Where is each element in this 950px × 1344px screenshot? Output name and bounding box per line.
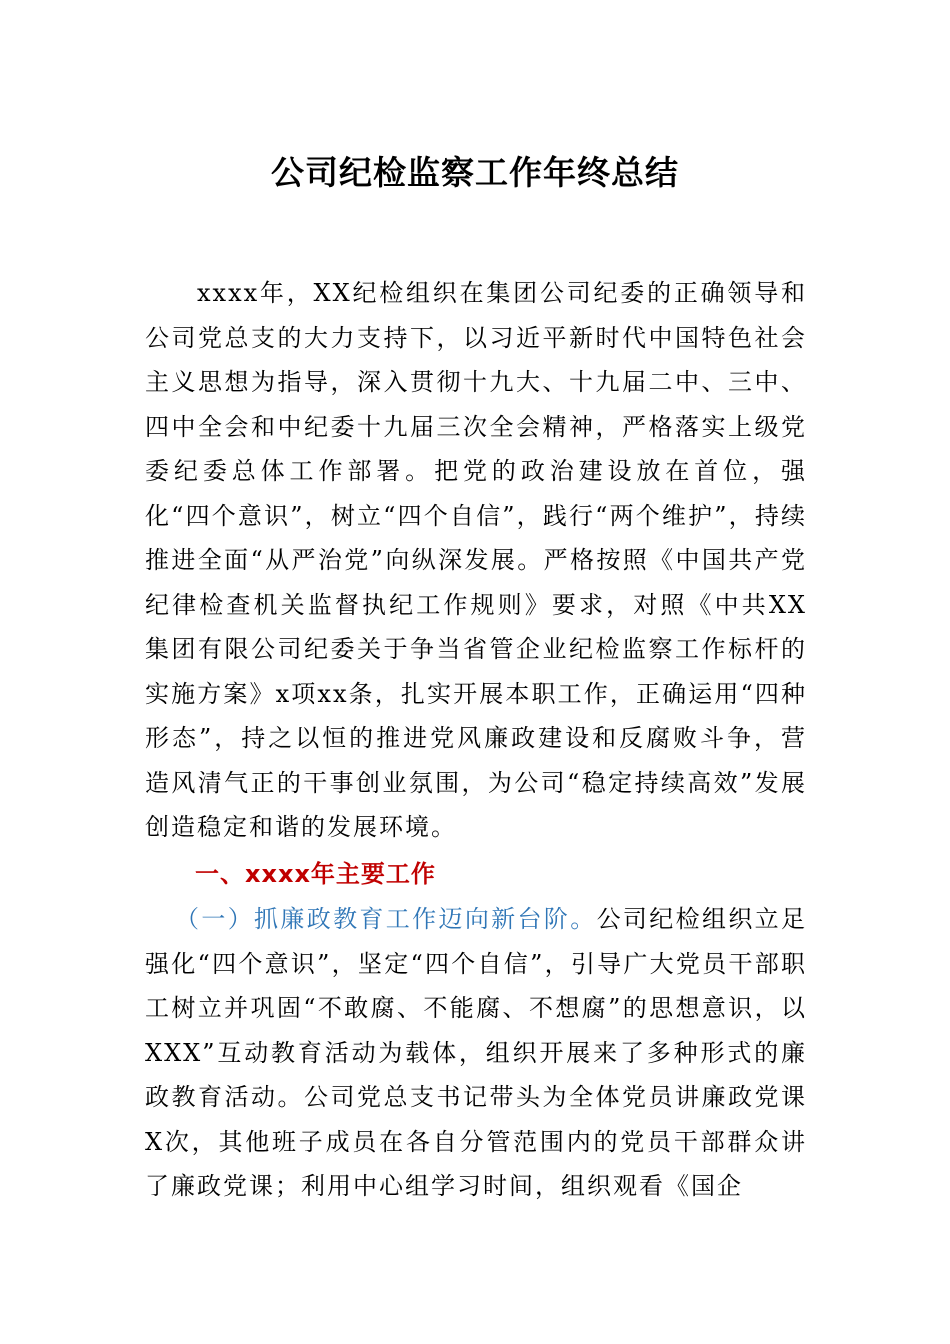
subsection-text: 公司纪检组织立足强化“四个意识”，坚定“四个自信”，引导广大党员干部职工树立并巩固“不敢腐、不能腐、不想腐”的思想意识，以XXX”互动教育活动为载体，组织开展来了多种形式的廉政教育活动。公司党总支书记带头为全体党员讲廉政党课X次，其他班子成员在各自分管范围内的党员干部群众讲了廉政党课；利用中心组学习时间，组织观看《国企	[145, 905, 808, 1200]
subsection-heading: （一）抓廉政教育工作迈向新台阶。	[175, 905, 597, 933]
subsection-paragraph	[145, 897, 807, 1209]
section-heading: 一、xxxx年主要工作	[195, 860, 436, 888]
document-title: 公司纪检监察工作年终总结	[271, 153, 679, 192]
intro-paragraph: xxxx年，XX纪检组织在集团公司纪委的正确领导和公司党总支的大力支持下，以习近平新时代中国特色社会主义思想为指导，深入贯彻十九大、十九届二中、三中、四中全会和中纪委十九届三次全会精神，严格落实上级党委纪委总体工作部署。把党的政治建设放在首位，强化“四个意识”，树立“四个自信”，践行“两个维护”，持续推进全面“从严治党”向纵深发展。严格按照《中国共产党纪律检查机关监督执纪工作规则》要求，对照《中共XX集团有限公司纪委关于争当省管企业纪检监察工作标杆的实施方案》x项xx条，扎实开展本职工作，正确运用“四种形态”，持之以恒的推进党风廉政建设和反腐败斗争，营造风清气正的干事创业氛围，为公司“稳定持续高效”发展创造稳定和谐的发展环境。	[145, 279, 807, 841]
